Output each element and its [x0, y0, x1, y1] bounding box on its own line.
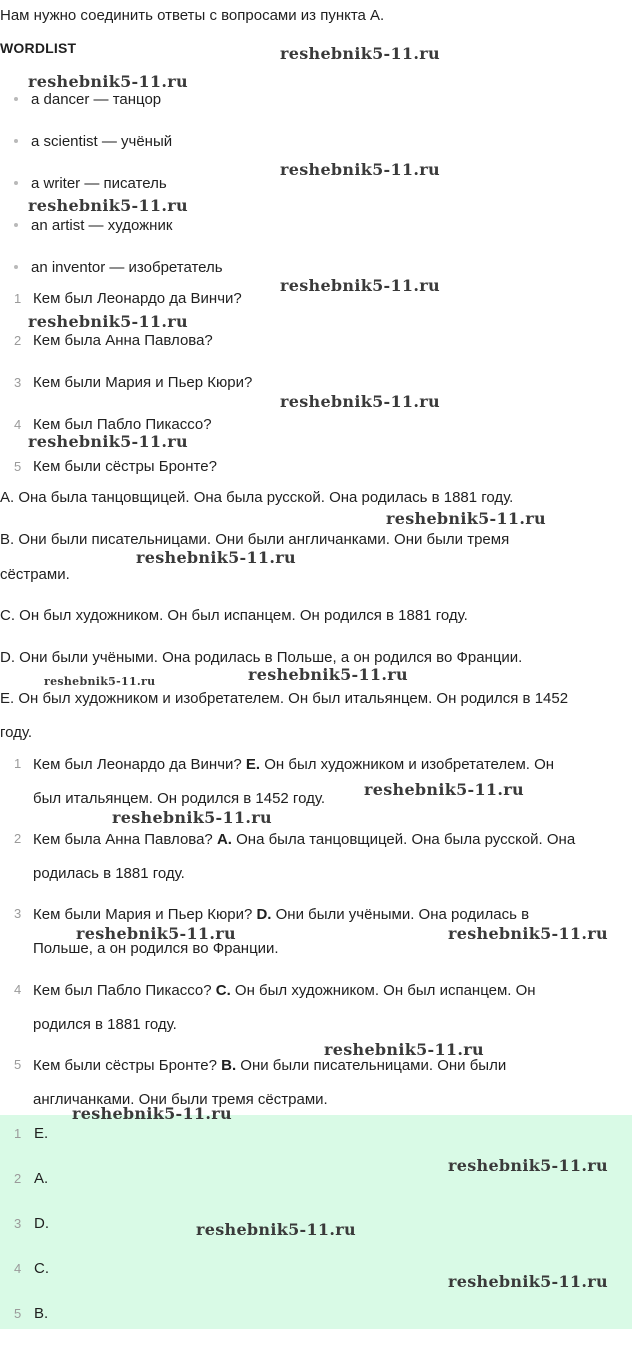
key-item: 1 E.: [14, 1125, 49, 1142]
watermark: reshebnik5-11.ru: [324, 1040, 484, 1059]
answer-a: A. Она была танцовщицей. Она была русской. Она родилась в 1881 году.: [0, 489, 514, 506]
key-item: 4 C.: [14, 1260, 49, 1277]
watermark: reshebnik5-11.ru: [448, 924, 608, 943]
watermark: reshebnik5-11.ru: [28, 432, 188, 451]
watermark: reshebnik5-11.ru: [364, 780, 524, 799]
answer-b-line1: B. Они были писательницами. Они были англичанками. Они были тремя: [0, 531, 510, 548]
answer-e-line2: году.: [0, 724, 33, 741]
wordlist-item: a writer — писатель: [14, 175, 167, 192]
answer-d: D. Они были учёными. Она родилась в Польше, а он родился во Франции.: [0, 649, 523, 666]
question-item: 4 Кем был Пабло Пикассо?: [14, 416, 212, 433]
bullet-icon: [14, 265, 18, 269]
wordlist-item: an inventor — изобретатель: [14, 259, 223, 276]
watermark: reshebnik5-11.ru: [28, 72, 188, 91]
key-item: 3 D.: [14, 1215, 49, 1232]
watermark: reshebnik5-11.ru: [386, 509, 546, 528]
question-item: 1 Кем был Леонардо да Винчи?: [14, 290, 242, 307]
watermark: reshebnik5-11.ru: [136, 548, 296, 567]
watermark: reshebnik5-11.ru: [280, 160, 440, 179]
wordlist-item: a dancer — танцор: [14, 91, 161, 108]
question-item: 3 Кем были Мария и Пьер Кюри?: [14, 374, 253, 391]
question-item: 5 Кем были сёстры Бронте?: [14, 458, 217, 475]
wordlist-item: an artist — художник: [14, 217, 172, 234]
watermark: reshebnik5-11.ru: [28, 312, 188, 331]
bullet-icon: [14, 223, 18, 227]
key-item: 5 B.: [14, 1305, 49, 1322]
watermark: reshebnik5-11.ru: [248, 665, 408, 684]
wordlist-item: a scientist — учёный: [14, 133, 172, 150]
bullet-icon: [14, 97, 18, 101]
watermark: reshebnik5-11.ru: [76, 924, 236, 943]
bullet-icon: [14, 139, 18, 143]
watermark: reshebnik5-11.ru: [112, 808, 272, 827]
intro-text: Нам нужно соединить ответы с вопросами из пункта А.: [0, 7, 385, 24]
answer-e-line1: E. Он был художником и изобретателем. Он был итальянцем. Он родился в 1452: [0, 690, 569, 707]
watermark: reshebnik5-11.ru: [44, 675, 156, 688]
watermark: reshebnik5-11.ru: [72, 1104, 232, 1123]
wordlist-heading: WORDLIST: [0, 40, 77, 56]
watermark: reshebnik5-11.ru: [280, 392, 440, 411]
bullet-icon: [14, 181, 18, 185]
answer-b-line2: сёстрами.: [0, 566, 70, 583]
watermark: reshebnik5-11.ru: [28, 196, 188, 215]
watermark: reshebnik5-11.ru: [280, 44, 440, 63]
question-item: 2 Кем была Анна Павлова?: [14, 332, 213, 349]
answer-c: C. Он был художником. Он был испанцем. Он родился в 1881 году.: [0, 607, 468, 624]
watermark: reshebnik5-11.ru: [196, 1220, 356, 1239]
watermark: reshebnik5-11.ru: [448, 1156, 608, 1175]
key-item: 2 A.: [14, 1170, 49, 1187]
watermark: reshebnik5-11.ru: [280, 276, 440, 295]
watermark: reshebnik5-11.ru: [448, 1272, 608, 1291]
